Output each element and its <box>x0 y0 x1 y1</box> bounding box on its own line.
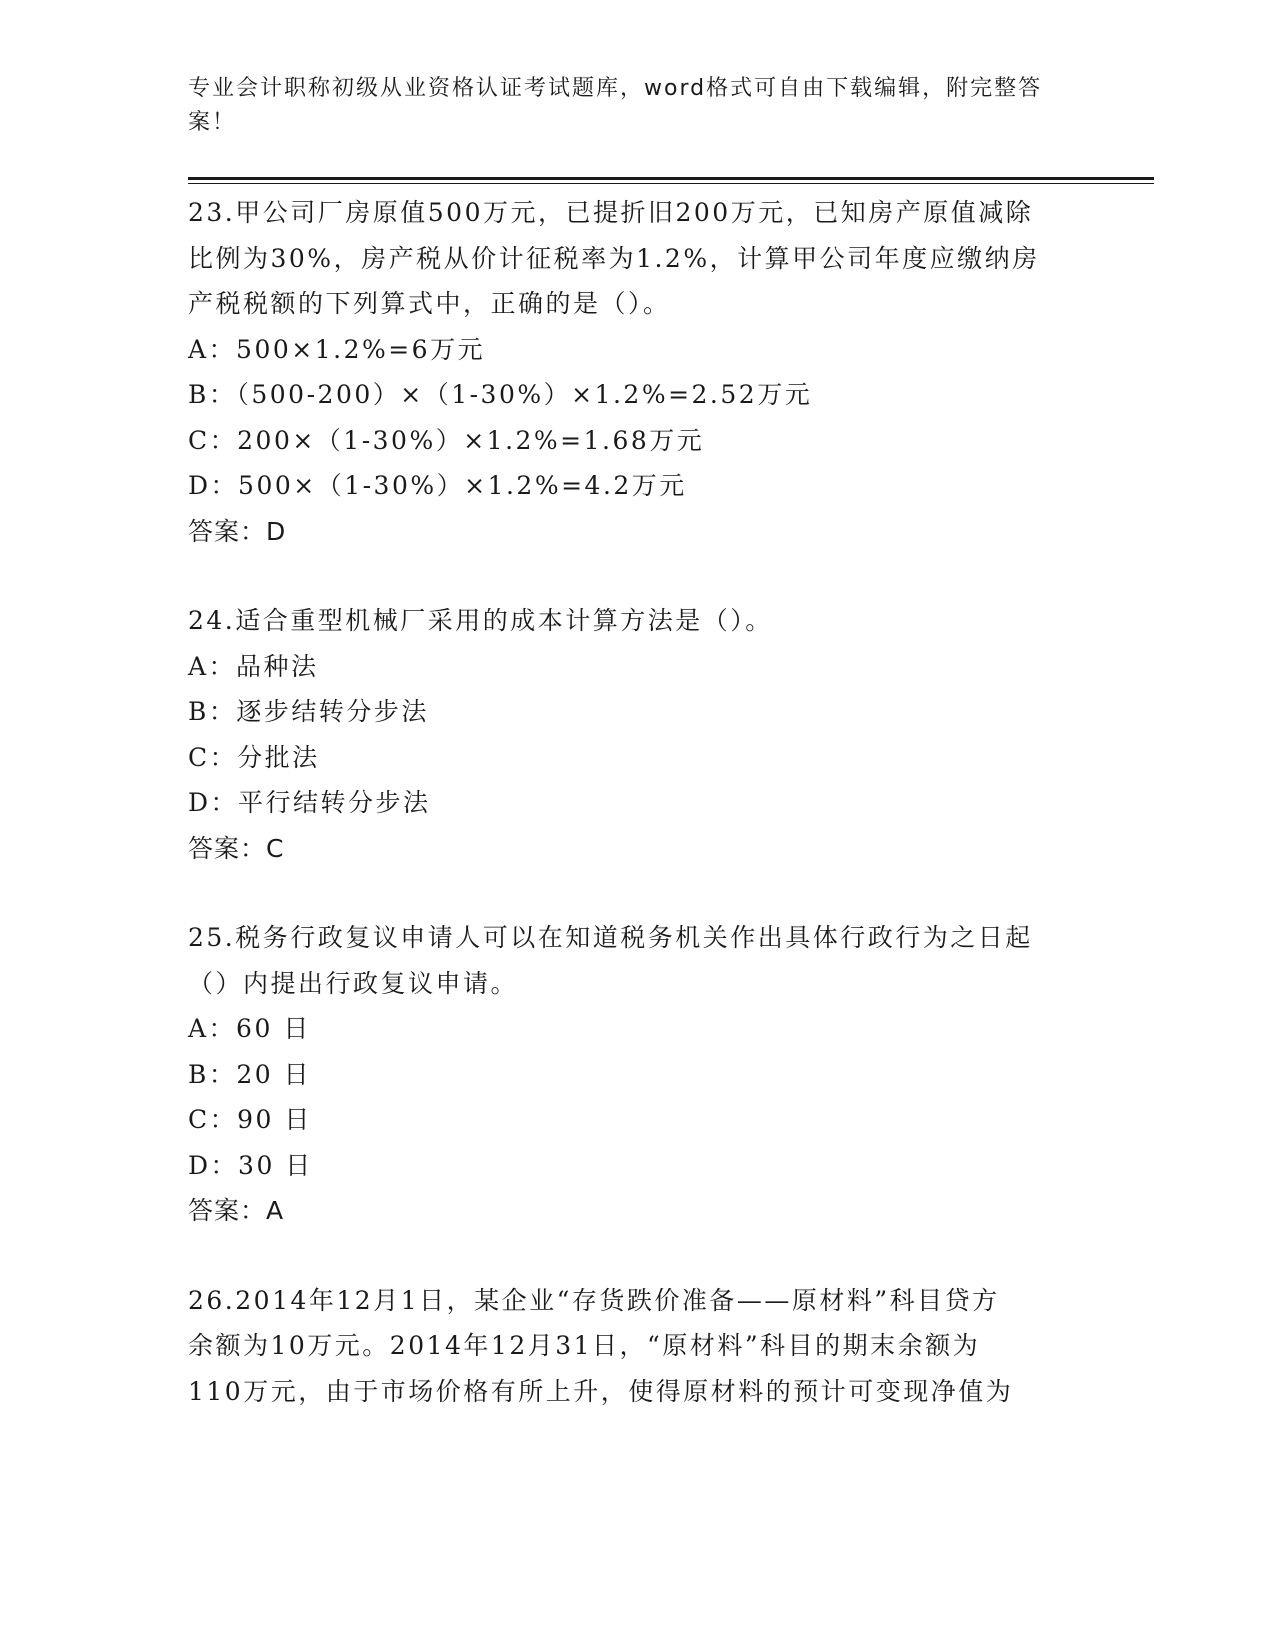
header-line-2: 案！ <box>188 110 237 135</box>
question-25 <box>188 915 1088 1234</box>
option-b: B：逐步结转分步法 <box>188 697 429 726</box>
question-26 <box>188 1278 1088 1415</box>
option-b: B：20 日 <box>188 1059 312 1089</box>
question-23 <box>188 190 1088 554</box>
question-stem-line: 比例为30%，房产税从价计征税率为1.2%，计算甲公司年度应缴纳房 <box>188 243 1040 273</box>
option-c: C：分批法 <box>188 742 320 772</box>
option-a: A：500×1.2%=6万元 <box>188 334 486 364</box>
question-stem-line: 26.2014年12月1日，某企业“存货跌价准备——原材料”科目贷方 <box>188 1285 1000 1315</box>
question-stem-line: 余额为10万元。2014年12月31日，“原材料”科目的期末余额为 <box>188 1331 981 1360</box>
option-c: C：200×（1-30%）×1.2%=1.68万元 <box>188 425 705 455</box>
question-stem-line: 25.税务行政复议申请人可以在知道税务机关作出具体行政行为之日起 <box>188 923 1033 952</box>
question-stem-line: （）内提出行政复议申请。 <box>188 968 519 998</box>
option-a: A：60 日 <box>188 1014 311 1043</box>
question-24 <box>188 598 1088 871</box>
question-stem-line: 24.适合重型机械厂采用的成本计算方法是（）。 <box>188 606 773 635</box>
answer-line: 答案：D <box>188 516 287 546</box>
header-line-1: 专业会计职称初级从业资格认证考试题库，word格式可自由下载编辑，附完整答 <box>188 76 1043 101</box>
question-stem-line: 产税税额的下列算式中，正确的是（）。 <box>188 289 671 318</box>
answer-line: 答案：C <box>188 833 285 863</box>
option-a: A：品种法 <box>188 651 319 681</box>
option-d: D：30 日 <box>188 1150 313 1180</box>
header-divider-thick <box>188 177 1154 180</box>
answer-line: 答案：A <box>188 1196 285 1225</box>
option-b: B：（500-200）×（1-30%）×1.2%=2.52万元 <box>188 380 813 409</box>
option-d: D：平行结转分步法 <box>188 788 431 817</box>
option-d: D：500×（1-30%）×1.2%=4.2万元 <box>188 471 687 500</box>
question-stem-line: 23.甲公司厂房原值500万元，已提折旧200万元，已知房产原值减除 <box>188 198 1034 227</box>
header-divider-thin <box>188 183 1154 184</box>
document-header <box>188 72 1088 140</box>
question-stem-line: 110万元，由于市场价格有所上升，使得原材料的预计可变现净值为 <box>188 1376 1014 1406</box>
question-list <box>188 190 1088 1458</box>
option-c: C：90 日 <box>188 1105 312 1134</box>
